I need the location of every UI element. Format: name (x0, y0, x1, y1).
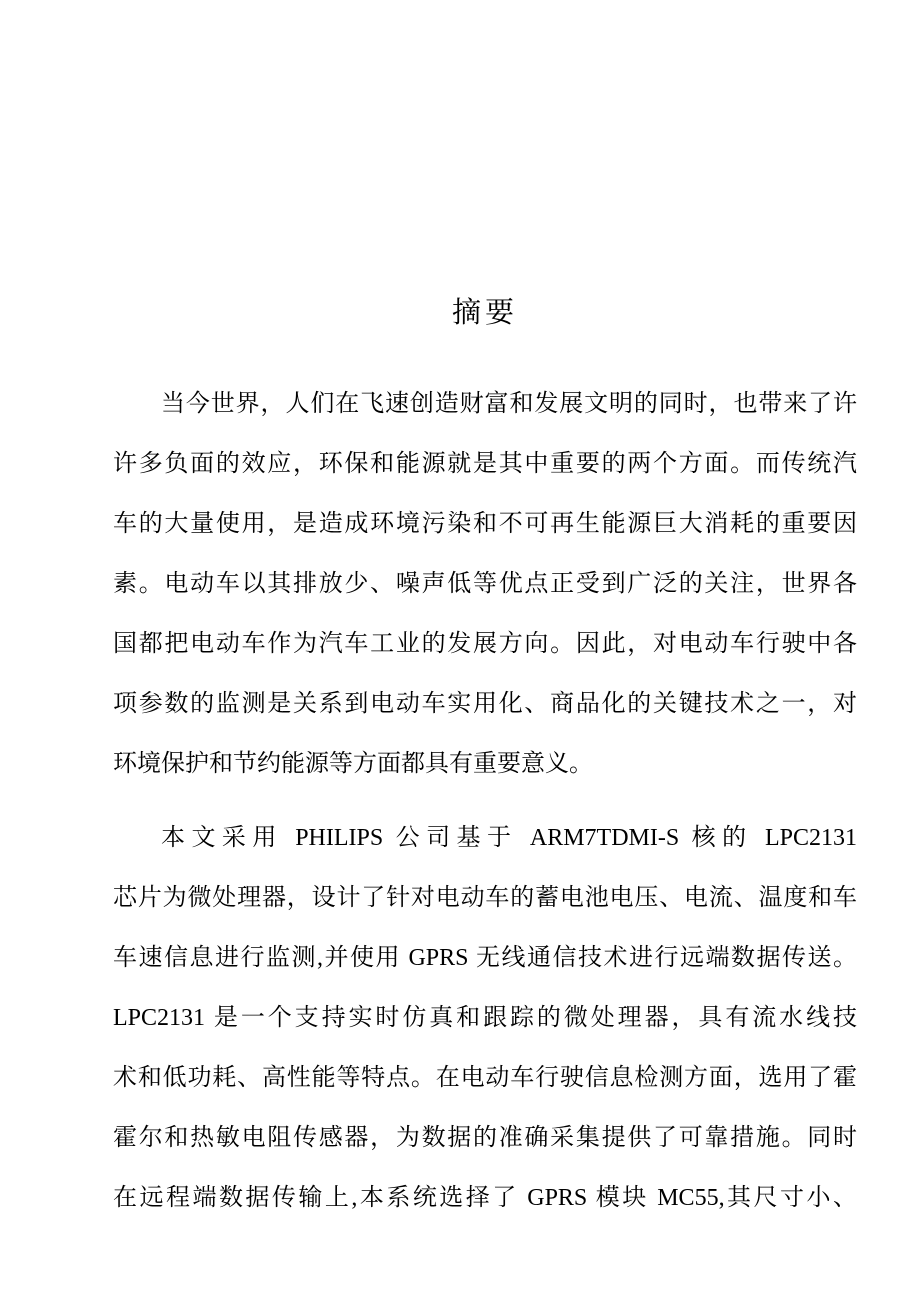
text-line: 芯片为微处理器，设计了针对电动车的蓄电池电压、电流、温度和车 (113, 885, 857, 911)
text-line: 项参数的监测是关系到电动车实用化、商品化的关键技术之一，对 (113, 691, 857, 717)
text-line: 当今世界，人们在飞速创造财富和发展文明的同时，也带来了许 (161, 391, 857, 417)
text-line: LPC2131 是一个支持实时仿真和跟踪的微处理器，具有流水线技 (113, 1005, 857, 1031)
text-line: 在远程端数据传输上,本系统选择了 GPRS 模块 MC55,其尺寸小、 (113, 1185, 857, 1211)
text-line: 素。电动车以其排放少、噪声低等优点正受到广泛的关注，世界各 (113, 571, 857, 597)
text-line: 许多负面的效应，环保和能源就是其中重要的两个方面。而传统汽 (113, 451, 857, 477)
text-line: 术和低功耗、高性能等特点。在电动车行驶信息检测方面，选用了霍 (113, 1065, 857, 1091)
text-line: 车速信息进行监测,并使用 GPRS 无线通信技术进行远端数据传送。 (113, 945, 857, 971)
text-line: 环境保护和节约能源等方面都具有重要意义。 (113, 751, 593, 777)
text-line: 车的大量使用，是造成环境污染和不可再生能源巨大消耗的重要因 (113, 511, 857, 537)
paragraph-1 (113, 374, 857, 794)
paragraph-2 (113, 808, 857, 1228)
text-line: 霍尔和热敏电阻传感器，为数据的准确采集提供了可靠措施。同时 (113, 1125, 857, 1151)
text-line: 国都把电动车作为汽车工业的发展方向。因此，对电动车行驶中各 (113, 631, 857, 657)
document-title: 摘要 (451, 297, 518, 329)
text-line: 本文采用 PHILIPS 公司基于 ARM7TDMI-S 核的 LPC2131 (161, 825, 857, 851)
